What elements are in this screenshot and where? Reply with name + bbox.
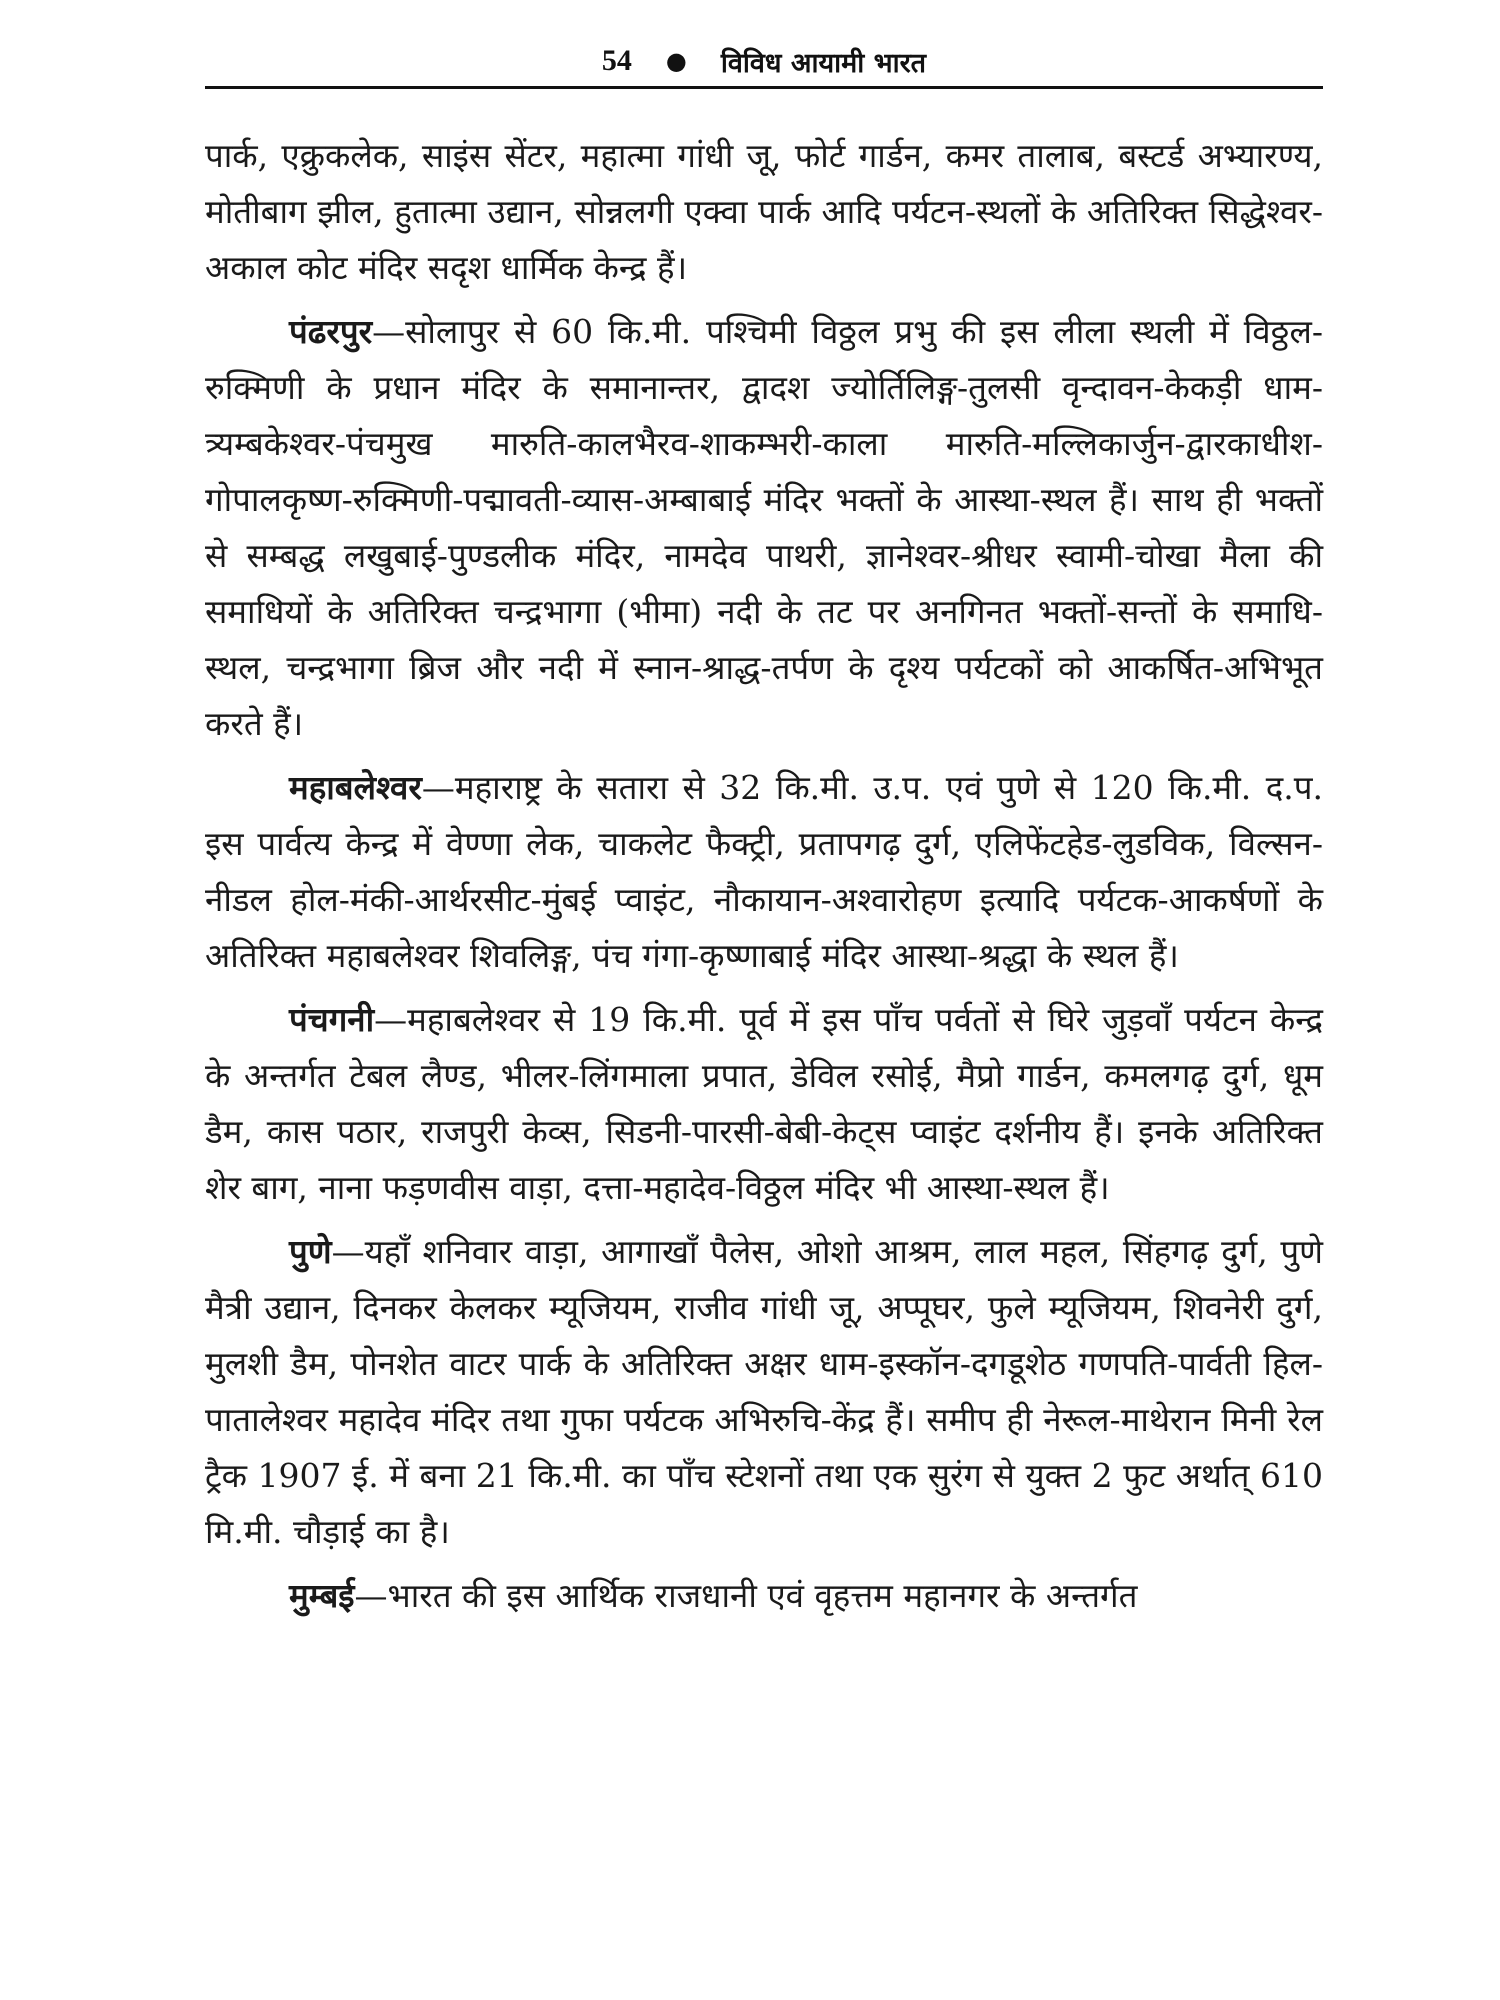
- paragraph-mumbai: [205, 1568, 1323, 1624]
- header-rule: [205, 86, 1323, 89]
- paragraph-text: —भारत की इस आर्थिक राजधानी एवं वृहत्तम महानगर के अन्तर्गत: [354, 1576, 1138, 1615]
- page-header: [205, 38, 1323, 84]
- lead-term: पंढरपुर: [289, 312, 373, 351]
- page-body: [205, 128, 1323, 1632]
- paragraph-panchgani: [205, 992, 1323, 1216]
- page-number: 54: [601, 44, 632, 77]
- paragraph-pune: [205, 1224, 1323, 1560]
- header-bullet-icon: ●: [665, 47, 687, 75]
- lead-term: मुम्बई: [289, 1576, 355, 1615]
- book-title: विविध आयामी भारत: [720, 47, 927, 79]
- paragraph-mahabaleshwar: [205, 760, 1323, 984]
- paragraph-text: —महाराष्ट्र के सतारा से 32 कि.मी. उ.प. एवं पुणे से 120 कि.मी. द.प. इस पार्वत्य केन्द्र में वेण्णा लेक, चाकलेट फैक्ट्री, प्रतापगढ़ दुर्ग, एलिफेंटहेड-लुडविक, विल्सन-नीडल होल-मंकी-आर्थरसीट-मुंबई प्वाइंट, नौकायान-अश्वारोहण इत्यादि पर्यटक-आकर्षणों के अतिरिक्त महाबलेश्वर शिवलिङ्ग, पंच गंगा-कृष्णाबाई मंदिर आस्था-श्रद्धा के स्थल हैं।: [205, 768, 1323, 975]
- lead-term: पुणे: [289, 1232, 332, 1271]
- paragraph-text: पार्क, एक्रुकलेक, साइंस सेंटर, महात्मा गांधी जू, फोर्ट गार्डन, कमर तालाब, बस्टर्ड अभ्यारण्य, मोतीबाग झील, हुतात्मा उद्यान, सोन्नलगी एक्वा पार्क आदि पर्यटन-स्थलों के अतिरिक्त सिद्धेश्वर-अकाल कोट मंदिर सदृश धार्मिक केन्द्र हैं।: [205, 136, 1323, 287]
- paragraph-text: —सोलापुर से 60 कि.मी. पश्चिमी विठ्ठल प्रभु की इस लीला स्थली में विठ्ठल-रुक्मिणी के प्रधान मंदिर के समानान्तर, द्वादश ज्योर्तिलिङ्ग-तुलसी वृन्दावन-केकड़ी धाम-त्र्यम्बकेश्वर-पंचमुख मारुति-कालभैरव-शाकम्भरी-काला मारुति-मल्लिकार्जुन-द्वारकाधीश-गोपालकृष्ण-रुक्मिणी-पद्मावती-व्यास-अम्बाबाई मंदिर भक्तों के आस्था-स्थल हैं। साथ ही भक्तों से सम्बद्ध लखुबाई-पुण्डलीक मंदिर, नामदेव पाथरी, ज्ञानेश्वर-श्रीधर स्वामी-चोखा मैला की समाधियों के अतिरिक्त चन्द्रभागा (भीमा) नदी के तट पर अनगिनत भक्तों-सन्तों के समाधि-स्थल, चन्द्रभागा ब्रिज और नदी में स्नान-श्राद्ध-तर्पण के दृश्य पर्यटकों को आकर्षित-अभिभूत करते हैं।: [205, 312, 1323, 743]
- paragraph-text: —महाबलेश्वर से 19 कि.मी. पूर्व में इस पाँच पर्वतों से घिरे जुड़वाँ पर्यटन केन्द्र के अन्तर्गत टेबल लैण्ड, भीलर-लिंगमाला प्रपात, डेविल रसोई, मैप्रो गार्डन, कमलगढ़ दुर्ग, धूम डैम, कास पठार, राजपुरी केव्स, सिडनी-पारसी-बेबी-केट्स प्वाइंट दर्शनीय हैं। इनके अतिरिक्त शेर बाग, नाना फड़णवीस वाड़ा, दत्ता-महादेव-विठ्ठल मंदिर भी आस्था-स्थल हैं।: [205, 1000, 1323, 1207]
- lead-term: महाबलेश्वर: [289, 768, 422, 807]
- lead-term: पंचगनी: [289, 1000, 375, 1039]
- paragraph-text: —यहाँ शनिवार वाड़ा, आगाखाँ पैलेस, ओशो आश्रम, लाल महल, सिंहगढ़ दुर्ग, पुणे मैत्री उद्यान, दिनकर केलकर म्यूजियम, राजीव गांधी जू, अप्पूघर, फुले म्यूजियम, शिवनेरी दुर्ग, मुलशी डैम, पोनशेत वाटर पार्क के अतिरिक्त अक्षर धाम-इस्कॉन-दगडूशेठ गणपति-पार्वती हिल-पातालेश्वर महादेव मंदिर तथा गुफा पर्यटक अभिरुचि-केंद्र हैं। समीप ही नेरूल-माथेरान मिनी रेल ट्रैक 1907 ई. में बना 21 कि.मी. का पाँच स्टेशनों तथा एक सुरंग से युक्त 2 फुट अर्थात् 610 मि.मी. चौड़ाई का है।: [205, 1232, 1323, 1551]
- paragraph-pandharpur: [205, 304, 1323, 752]
- paragraph-continued: [205, 128, 1323, 296]
